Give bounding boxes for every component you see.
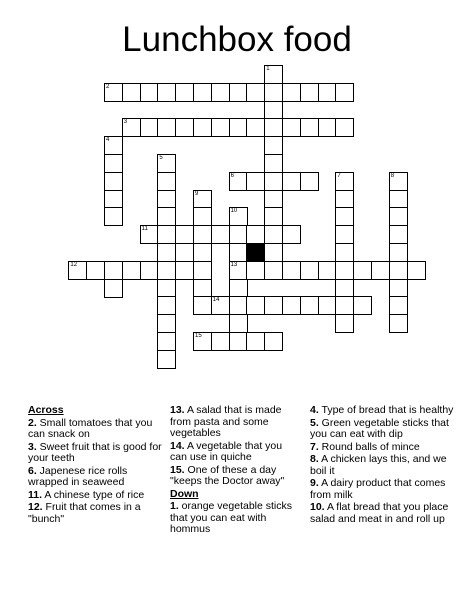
grid-block bbox=[246, 243, 265, 262]
clue-number: 2 bbox=[106, 83, 110, 90]
clues-column-1 bbox=[28, 405, 163, 526]
clue-number: 8 bbox=[390, 172, 395, 179]
grid-cell[interactable] bbox=[264, 190, 283, 209]
clue-number: 6. bbox=[28, 464, 37, 477]
grid-cell[interactable] bbox=[229, 332, 248, 351]
clue-text: Small tomatoes that you can snack on bbox=[28, 416, 153, 440]
across-clue-list-continued bbox=[170, 405, 300, 488]
grid-cell[interactable] bbox=[193, 296, 212, 315]
grid-cell[interactable] bbox=[353, 296, 372, 315]
grid-cell[interactable] bbox=[335, 314, 354, 333]
grid-cell[interactable] bbox=[211, 118, 230, 137]
clue-number: 10. bbox=[310, 501, 325, 513]
grid-cell[interactable] bbox=[229, 243, 248, 262]
clue-text: A dairy product that comes from milk bbox=[310, 477, 446, 501]
clues-column-3 bbox=[310, 405, 455, 526]
grid-cell[interactable] bbox=[300, 296, 319, 315]
down-header: Down bbox=[170, 487, 199, 500]
grid-cell[interactable] bbox=[318, 118, 337, 137]
clue-text: One of these a day "keeps the Doctor away" bbox=[170, 463, 285, 487]
grid-cell[interactable] bbox=[140, 261, 159, 280]
grid-cell[interactable] bbox=[193, 190, 212, 209]
grid-cell[interactable] bbox=[300, 118, 319, 137]
grid-cell[interactable] bbox=[389, 243, 408, 262]
grid-cell[interactable] bbox=[264, 172, 283, 191]
grid-cell[interactable] bbox=[389, 207, 408, 226]
clue-number: 5. bbox=[310, 416, 319, 429]
clue bbox=[310, 454, 455, 477]
clue bbox=[170, 465, 300, 488]
grid-cell[interactable] bbox=[246, 172, 265, 191]
grid-cell[interactable] bbox=[229, 279, 248, 298]
down-clue-list-continued bbox=[310, 405, 455, 525]
clue-number: 6 bbox=[230, 172, 234, 179]
clue-text: Round balls of mince bbox=[318, 440, 420, 453]
grid-cell[interactable] bbox=[122, 83, 141, 102]
grid-cell[interactable] bbox=[157, 118, 176, 137]
clue-number: 15 bbox=[195, 333, 202, 339]
grid-cell[interactable] bbox=[157, 296, 176, 315]
clue-number: 7. bbox=[310, 440, 319, 453]
clue-number: 10 bbox=[230, 208, 238, 215]
grid-cell[interactable] bbox=[264, 207, 283, 226]
clue bbox=[310, 478, 455, 501]
grid-cell[interactable] bbox=[122, 118, 141, 137]
grid-cell[interactable] bbox=[246, 118, 265, 137]
grid-cell[interactable] bbox=[157, 172, 176, 191]
grid-cell[interactable] bbox=[335, 118, 354, 137]
grid-cell[interactable] bbox=[157, 154, 176, 173]
grid-cell[interactable] bbox=[264, 261, 283, 280]
grid-cell[interactable] bbox=[157, 261, 176, 280]
grid-cell[interactable] bbox=[229, 207, 248, 226]
clue-text: A salad that is made from pasta and some vegetables bbox=[170, 404, 282, 439]
clue-number: 8. bbox=[310, 453, 319, 465]
grid-cell[interactable] bbox=[246, 83, 265, 102]
clue-number: 13. bbox=[170, 404, 185, 416]
grid-cell[interactable] bbox=[229, 225, 248, 244]
grid-cell[interactable] bbox=[229, 261, 248, 280]
grid-cell[interactable] bbox=[157, 225, 176, 244]
grid-cell[interactable] bbox=[318, 261, 337, 280]
grid-cell[interactable] bbox=[229, 296, 248, 315]
clue-number: 14. bbox=[170, 439, 185, 452]
clue-number: 3. bbox=[28, 440, 37, 453]
grid-cell[interactable] bbox=[211, 83, 230, 102]
grid-cell[interactable] bbox=[104, 136, 123, 155]
clue bbox=[28, 490, 163, 502]
clue-number: 14 bbox=[212, 297, 220, 304]
clue bbox=[170, 405, 300, 440]
grid-cell[interactable] bbox=[157, 332, 176, 351]
clue-number: 4 bbox=[106, 137, 110, 144]
across-header: Across bbox=[28, 404, 64, 416]
grid-cell[interactable] bbox=[211, 296, 230, 315]
clue-number: 7 bbox=[337, 172, 341, 179]
grid-cell[interactable] bbox=[157, 190, 176, 209]
clues-column-2 bbox=[170, 405, 300, 537]
clue-number: 9. bbox=[310, 477, 319, 489]
grid-cell[interactable] bbox=[264, 65, 283, 84]
grid-cell[interactable] bbox=[140, 118, 159, 137]
clue bbox=[28, 442, 163, 465]
grid-cell[interactable] bbox=[157, 279, 176, 298]
grid-cell[interactable] bbox=[264, 101, 283, 120]
puzzle-title: Lunchbox food bbox=[122, 20, 352, 59]
grid-cell[interactable] bbox=[300, 83, 319, 102]
grid-cell[interactable] bbox=[282, 118, 301, 137]
grid-cell[interactable] bbox=[371, 261, 390, 280]
clue-number: 1. bbox=[170, 500, 179, 512]
grid-cell[interactable] bbox=[282, 225, 301, 244]
clue-text: Green vegetable sticks that you can eat with dip bbox=[310, 416, 449, 440]
grid-cell[interactable] bbox=[264, 118, 283, 137]
clue-number: 11 bbox=[141, 226, 148, 233]
grid-cell[interactable] bbox=[211, 332, 230, 351]
grid-cell[interactable] bbox=[353, 261, 372, 280]
clue-text: A chinese type of rice bbox=[42, 488, 145, 501]
grid-cell[interactable] bbox=[246, 296, 265, 315]
grid-cell[interactable] bbox=[389, 172, 408, 191]
clue bbox=[310, 442, 455, 454]
grid-cell[interactable] bbox=[229, 172, 248, 191]
grid-cell[interactable] bbox=[175, 225, 194, 244]
grid-cell[interactable] bbox=[229, 83, 248, 102]
clue bbox=[310, 418, 455, 441]
grid-cell[interactable] bbox=[389, 279, 408, 298]
clue bbox=[28, 466, 163, 489]
clue-number: 15. bbox=[170, 463, 185, 476]
clue bbox=[28, 502, 163, 525]
grid-cell[interactable] bbox=[335, 172, 354, 191]
clue bbox=[310, 502, 455, 525]
grid-cell[interactable] bbox=[229, 118, 248, 137]
grid-cell[interactable] bbox=[335, 261, 354, 280]
grid-cell[interactable] bbox=[140, 83, 159, 102]
grid-cell[interactable] bbox=[104, 83, 123, 102]
grid-cell[interactable] bbox=[193, 118, 212, 137]
grid-cell[interactable] bbox=[86, 261, 105, 280]
grid-cell[interactable] bbox=[157, 207, 176, 226]
grid-cell[interactable] bbox=[300, 261, 319, 280]
grid-cell[interactable] bbox=[389, 225, 408, 244]
grid-cell[interactable] bbox=[264, 136, 283, 155]
grid-cell[interactable] bbox=[211, 225, 230, 244]
clue bbox=[170, 501, 300, 536]
clue-number: 4. bbox=[310, 404, 319, 416]
grid-cell[interactable] bbox=[104, 279, 123, 298]
grid-cell[interactable] bbox=[104, 154, 123, 173]
grid-cell[interactable] bbox=[157, 350, 176, 369]
grid-cell[interactable] bbox=[264, 243, 283, 262]
clue-text: A vegetable that you can use in quiche bbox=[170, 439, 283, 463]
clue-text: Type of bread that is healthy bbox=[318, 404, 454, 416]
across-clue-list bbox=[28, 418, 163, 526]
clue bbox=[310, 405, 455, 417]
grid-cell[interactable] bbox=[140, 225, 159, 244]
down-clue-list bbox=[170, 501, 300, 536]
grid-cell[interactable] bbox=[282, 261, 301, 280]
grid-cell[interactable] bbox=[193, 332, 212, 351]
clue bbox=[170, 441, 300, 464]
grid-cell[interactable] bbox=[282, 172, 301, 191]
grid-cell[interactable] bbox=[157, 243, 176, 262]
grid-cell[interactable] bbox=[175, 83, 194, 102]
grid-cell[interactable] bbox=[104, 261, 123, 280]
grid-cell[interactable] bbox=[264, 83, 283, 102]
clue-text: Japenese rice rolls wrapped in seaweed bbox=[28, 464, 128, 488]
grid-cell[interactable] bbox=[335, 190, 354, 209]
grid-cell[interactable] bbox=[335, 225, 354, 244]
grid-cell[interactable] bbox=[264, 225, 283, 244]
grid-cell[interactable] bbox=[264, 296, 283, 315]
grid-cell[interactable] bbox=[175, 261, 194, 280]
grid-cell[interactable] bbox=[193, 225, 212, 244]
grid-cell[interactable] bbox=[104, 207, 123, 226]
grid-cell[interactable] bbox=[246, 261, 265, 280]
clue-number: 9 bbox=[195, 190, 199, 197]
grid-cell[interactable] bbox=[318, 83, 337, 102]
grid-cell[interactable] bbox=[193, 207, 212, 226]
grid-cell[interactable] bbox=[407, 261, 426, 280]
clue-text: orange vegetable sticks that you can eat with hommus bbox=[170, 500, 292, 535]
grid-cell[interactable] bbox=[300, 172, 319, 191]
grid-cell[interactable] bbox=[389, 314, 408, 333]
grid-cell[interactable] bbox=[389, 261, 408, 280]
grid-cell[interactable] bbox=[389, 190, 408, 209]
clue-number: 12. bbox=[28, 501, 43, 513]
clue-text: A flat bread that you place salad and meat in and roll up bbox=[310, 501, 449, 525]
grid-cell[interactable] bbox=[157, 314, 176, 333]
grid-cell[interactable] bbox=[282, 83, 301, 102]
grid-cell[interactable] bbox=[264, 154, 283, 173]
grid-cell[interactable] bbox=[246, 225, 265, 244]
grid-cell[interactable] bbox=[246, 332, 265, 351]
grid-cell[interactable] bbox=[335, 207, 354, 226]
grid-cell[interactable] bbox=[193, 83, 212, 102]
clue bbox=[28, 418, 163, 441]
grid-cell[interactable] bbox=[175, 118, 194, 137]
grid-cell[interactable] bbox=[104, 172, 123, 191]
grid-cell[interactable] bbox=[335, 243, 354, 262]
grid-cell[interactable] bbox=[193, 279, 212, 298]
grid-cell[interactable] bbox=[104, 190, 123, 209]
clue-text: Sweet fruit that is good for your teeth bbox=[28, 440, 162, 464]
clue-number: 2. bbox=[28, 416, 37, 429]
grid-cell[interactable] bbox=[282, 296, 301, 315]
grid-cell[interactable] bbox=[335, 83, 354, 102]
grid-cell[interactable] bbox=[335, 279, 354, 298]
clue-text: Fruit that comes in a "bunch" bbox=[28, 501, 141, 525]
clue-number: 1 bbox=[266, 66, 270, 72]
grid-cell[interactable] bbox=[193, 261, 212, 280]
clue-number: 11. bbox=[28, 488, 43, 501]
grid-cell[interactable] bbox=[264, 332, 283, 351]
grid-cell[interactable] bbox=[68, 261, 87, 280]
grid-cell[interactable] bbox=[122, 261, 141, 280]
grid-cell[interactable] bbox=[318, 296, 337, 315]
clue-number: 12 bbox=[70, 261, 78, 268]
grid-cell[interactable] bbox=[389, 296, 408, 315]
grid-cell[interactable] bbox=[229, 314, 248, 333]
grid-cell[interactable] bbox=[157, 83, 176, 102]
clue-text: A chicken lays this, and we boil it bbox=[310, 453, 447, 477]
grid-cell[interactable] bbox=[335, 296, 354, 315]
clue-number: 3 bbox=[123, 119, 128, 126]
grid-cell[interactable] bbox=[193, 243, 212, 262]
clue-number: 5 bbox=[159, 155, 163, 161]
clue-number: 13 bbox=[230, 261, 238, 268]
